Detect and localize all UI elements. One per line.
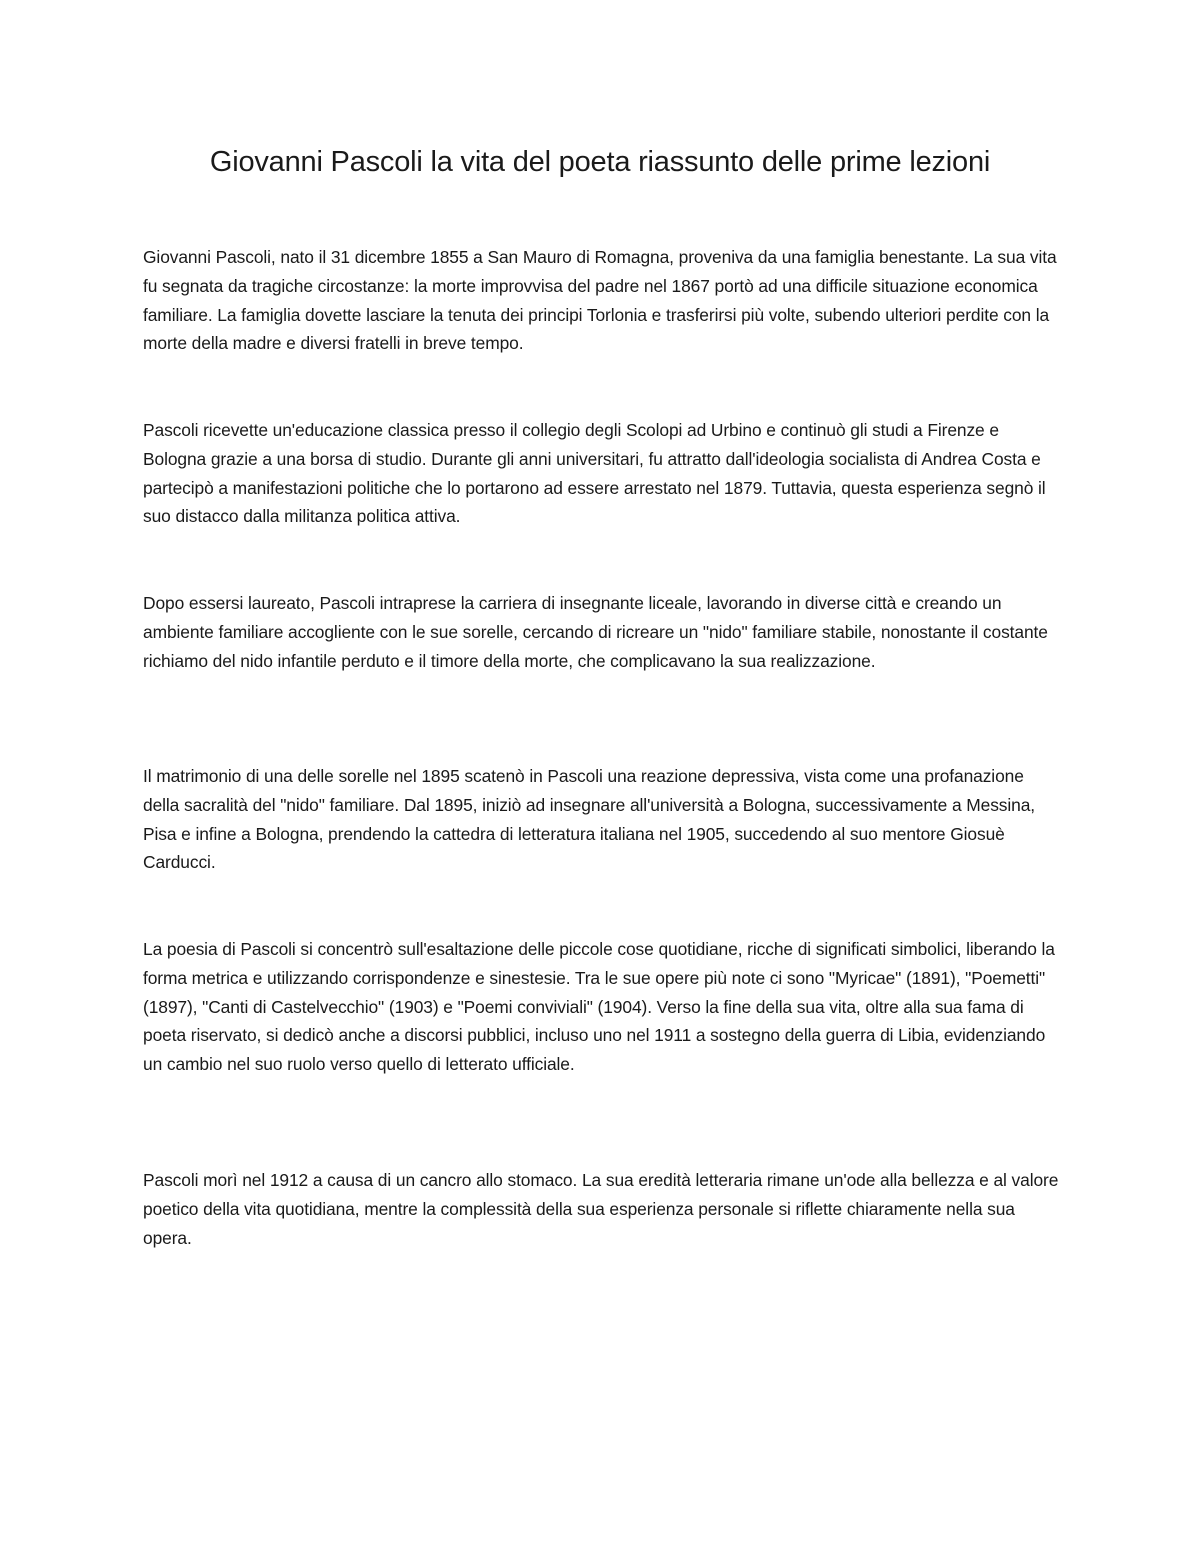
paragraph-education: Pascoli ricevette un'educazione classica presso il collegio degli Scolopi ad Urbino e continuò gli studi a Firenze e Bologna grazie a una borsa di studio. Durante gli anni universitari, fu attratto dall'ideologia socialista di Andrea Costa e partecipò a manifestazioni politiche che lo portarono ad essere arrestato nel 1879. Tuttavia, questa esperienza segnò il suo distacco dalla militanza politica attiva. xyxy=(143,420,1046,527)
paragraph-death-legacy: Pascoli morì nel 1912 a causa di un cancro allo stomaco. La sua eredità letteraria rimane un'ode alla bellezza e al valore poetico della vita quotidiana, mentre la complessità della sua esperienza personale si riflette chiaramente nella sua opera. xyxy=(143,1170,1059,1248)
paragraph-teaching-career: Dopo essersi laureato, Pascoli intraprese la carriera di insegnante liceale, lavorando in diverse città e creando un ambiente familiare accogliente con le sue sorelle, cercando di ricreare un "nido" familiare stabile, nonostante il costante richiamo del nido infantile perduto e il timore della morte, che complicavano la sua realizzazione. xyxy=(143,593,1048,671)
paragraph-university: Il matrimonio di una delle sorelle nel 1895 scatenò in Pascoli una reazione depressiva, vista come una profanazione della sacralità del "nido" familiare. Dal 1895, iniziò ad insegnare all'università a Bologna, successivamente a Messina, Pisa e infine a Bologna, prendendo la cattedra di letteratura italiana nel 1905, succedendo al suo mentore Giosuè Carducci. xyxy=(143,766,1036,873)
paragraph-early-life: Giovanni Pascoli, nato il 31 dicembre 1855 a San Mauro di Romagna, proveniva da una famiglia benestante. La sua vita fu segnata da tragiche circostanze: la morte improvvisa del padre nel 1867 portò ad una difficile situazione economica familiare. La famiglia dovette lasciare la tenuta dei principi Torlonia e trasferirsi più volte, subendo ulteriori perdite con la morte della madre e diversi fratelli in breve tempo. xyxy=(143,247,1057,354)
document-title: Giovanni Pascoli la vita del poeta riassunto delle prime lezioni xyxy=(209,146,991,178)
paragraph-poetry: La poesia di Pascoli si concentrò sull'esaltazione delle piccole cose quotidiane, ricche di significati simbolici, liberando la forma metrica e utilizzando corrispondenze e sinestesie. Tra le sue opere più note ci sono "Myricae" (1891), "Poemetti" (1897), "Canti di Castelvecchio" (1903) e "Poemi conviviali" (1904). Verso la fine della sua vita, oltre alla sua fama di poeta riservato, si dedicò anche a discorsi pubblici, incluso uno nel 1911 a sostegno della guerra di Libia, evidenziando un cambio nel suo ruolo verso quello di letterato ufficiale. xyxy=(143,939,1055,1075)
